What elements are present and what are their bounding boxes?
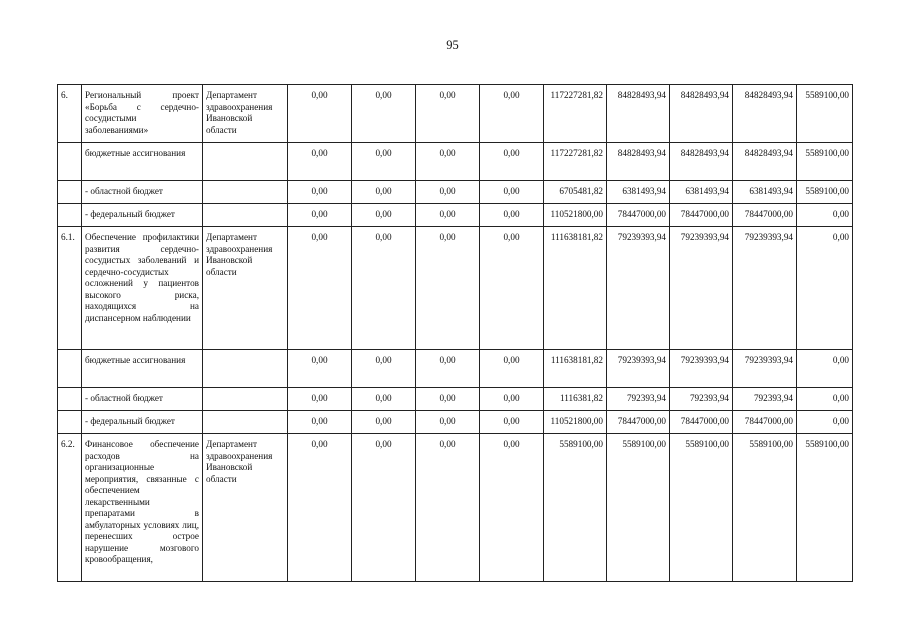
value-cell: 0,00 (352, 411, 416, 434)
value-cell: 0,00 (288, 204, 352, 227)
value-cell: 117227281,82 (544, 85, 607, 143)
value-cell: 0,00 (288, 143, 352, 181)
row-department: Департамент здравоохранения Ивановской области (203, 434, 288, 582)
value-cell: 0,00 (352, 434, 416, 582)
value-cell: 110521800,00 (544, 411, 607, 434)
row-index (58, 350, 82, 388)
row-description: Финансовое обеспечение расходов на организационные мероприятия, связанные с обеспечением лекарственными препаратами в амбулаторных условиях лиц, перенесших острое нарушение мозгового кровообращения, (82, 434, 203, 582)
value-cell: 0,00 (480, 434, 544, 582)
value-cell: 0,00 (480, 350, 544, 388)
value-cell: 6381493,94 (670, 181, 733, 204)
row-description: - областной бюджет (82, 388, 203, 411)
row-description: бюджетные ассигнования (82, 350, 203, 388)
value-cell: 0,00 (797, 204, 853, 227)
row-department: Департамент здравоохранения Ивановской области (203, 227, 288, 350)
value-cell: 79239393,94 (607, 227, 670, 350)
value-cell: 78447000,00 (670, 411, 733, 434)
row-department: Департамент здравоохранения Ивановской области (203, 85, 288, 143)
table-row (58, 181, 853, 204)
row-index: 6.2. (58, 434, 82, 582)
value-cell: 0,00 (352, 181, 416, 204)
value-cell: 0,00 (480, 181, 544, 204)
value-cell: 0,00 (480, 411, 544, 434)
table-row (58, 350, 853, 388)
value-cell: 79239393,94 (733, 227, 797, 350)
value-cell: 78447000,00 (607, 411, 670, 434)
value-cell: 0,00 (288, 85, 352, 143)
row-description: - федеральный бюджет (82, 204, 203, 227)
budget-table (57, 84, 853, 582)
value-cell: 0,00 (797, 227, 853, 350)
page-number: 95 (446, 38, 459, 52)
row-index (58, 143, 82, 181)
value-cell: 5589100,00 (797, 434, 853, 582)
row-index: 6.1. (58, 227, 82, 350)
value-cell: 117227281,82 (544, 143, 607, 181)
value-cell: 79239393,94 (733, 350, 797, 388)
value-cell: 0,00 (416, 411, 480, 434)
value-cell: 5589100,00 (544, 434, 607, 582)
value-cell: 84828493,94 (607, 85, 670, 143)
row-description: - федеральный бюджет (82, 411, 203, 434)
table-row (58, 204, 853, 227)
table-row (58, 434, 853, 582)
value-cell: 0,00 (288, 434, 352, 582)
row-index (58, 388, 82, 411)
row-department (203, 350, 288, 388)
value-cell: 0,00 (288, 388, 352, 411)
value-cell: 84828493,94 (670, 143, 733, 181)
row-index (58, 204, 82, 227)
value-cell: 111638181,82 (544, 227, 607, 350)
value-cell: 1116381,82 (544, 388, 607, 411)
value-cell: 5589100,00 (607, 434, 670, 582)
value-cell: 0,00 (288, 350, 352, 388)
value-cell: 78447000,00 (670, 204, 733, 227)
value-cell: 5589100,00 (733, 434, 797, 582)
value-cell: 0,00 (288, 227, 352, 350)
value-cell: 84828493,94 (670, 85, 733, 143)
value-cell: 0,00 (352, 350, 416, 388)
value-cell: 5589100,00 (670, 434, 733, 582)
value-cell: 0,00 (416, 85, 480, 143)
row-department (203, 181, 288, 204)
value-cell: 6705481,82 (544, 181, 607, 204)
value-cell: 78447000,00 (733, 411, 797, 434)
value-cell: 0,00 (480, 204, 544, 227)
value-cell: 79239393,94 (670, 227, 733, 350)
value-cell: 0,00 (352, 388, 416, 411)
table-row (58, 227, 853, 350)
value-cell: 5589100,00 (797, 143, 853, 181)
value-cell: 5589100,00 (797, 85, 853, 143)
value-cell: 78447000,00 (607, 204, 670, 227)
table-row (58, 388, 853, 411)
value-cell: 0,00 (288, 411, 352, 434)
table-row (58, 85, 853, 143)
row-department (203, 204, 288, 227)
value-cell: 0,00 (797, 388, 853, 411)
value-cell: 84828493,94 (733, 143, 797, 181)
value-cell: 111638181,82 (544, 350, 607, 388)
value-cell: 0,00 (480, 227, 544, 350)
value-cell: 78447000,00 (733, 204, 797, 227)
row-index (58, 181, 82, 204)
value-cell: 792393,94 (733, 388, 797, 411)
value-cell: 0,00 (416, 388, 480, 411)
value-cell: 6381493,94 (607, 181, 670, 204)
row-description: Обеспечение профилактики развития сердечно-сосудистых заболеваний и сердечно-сосудистых осложнений у пациентов высокого риска, находящихся на диспансерном наблюдении (82, 227, 203, 350)
value-cell: 0,00 (416, 181, 480, 204)
value-cell: 0,00 (416, 227, 480, 350)
row-department (203, 388, 288, 411)
value-cell: 0,00 (352, 85, 416, 143)
table-row (58, 143, 853, 181)
value-cell: 792393,94 (607, 388, 670, 411)
value-cell: 0,00 (416, 350, 480, 388)
row-department (203, 143, 288, 181)
row-index (58, 411, 82, 434)
value-cell: 0,00 (288, 181, 352, 204)
value-cell: 79239393,94 (607, 350, 670, 388)
value-cell: 79239393,94 (670, 350, 733, 388)
value-cell: 5589100,00 (797, 181, 853, 204)
row-department (203, 411, 288, 434)
value-cell: 0,00 (480, 388, 544, 411)
value-cell: 0,00 (797, 411, 853, 434)
row-description: - областной бюджет (82, 181, 203, 204)
value-cell: 84828493,94 (607, 143, 670, 181)
value-cell: 0,00 (797, 350, 853, 388)
value-cell: 6381493,94 (733, 181, 797, 204)
value-cell: 0,00 (416, 434, 480, 582)
row-description: бюджетные ассигнования (82, 143, 203, 181)
value-cell: 84828493,94 (733, 85, 797, 143)
value-cell: 0,00 (480, 143, 544, 181)
value-cell: 0,00 (416, 204, 480, 227)
value-cell: 0,00 (416, 143, 480, 181)
value-cell: 110521800,00 (544, 204, 607, 227)
table-body (58, 85, 853, 582)
value-cell: 0,00 (480, 85, 544, 143)
value-cell: 792393,94 (670, 388, 733, 411)
value-cell: 0,00 (352, 204, 416, 227)
value-cell: 0,00 (352, 227, 416, 350)
row-description: Региональный проект «Борьба с сердечно-сосудистыми заболеваниями» (82, 85, 203, 143)
table-row (58, 411, 853, 434)
row-index: 6. (58, 85, 82, 143)
value-cell: 0,00 (352, 143, 416, 181)
